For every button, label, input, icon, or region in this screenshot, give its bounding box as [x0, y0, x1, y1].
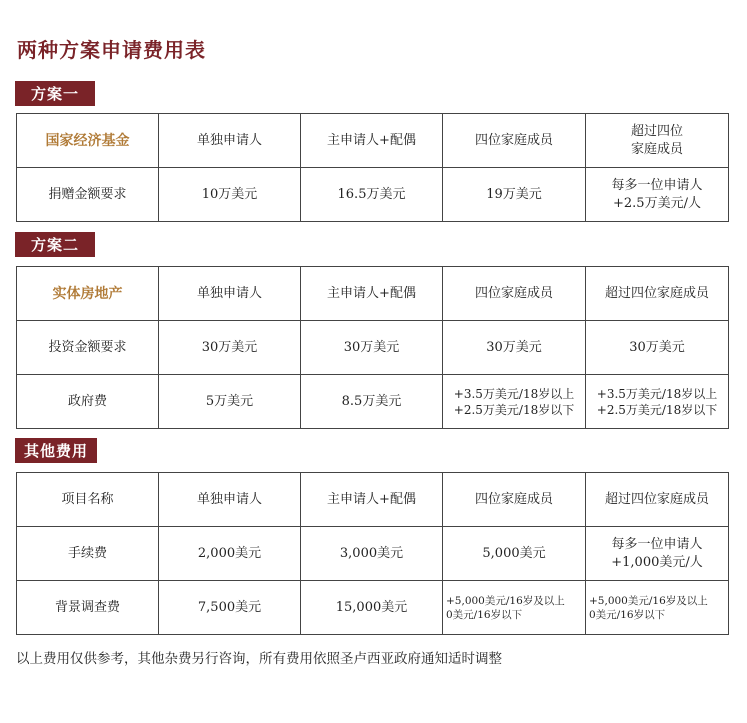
cell-line: 每多一位申请人	[611, 536, 703, 552]
table-cell: 30万美元	[159, 321, 301, 375]
page-title: 两种方案申请费用表	[17, 38, 206, 62]
cell-line: +5,000美元/16岁及以上	[446, 594, 565, 607]
section-label-other: 其他费用	[15, 438, 97, 463]
table-row	[17, 473, 729, 527]
table-cell: 政府费	[17, 375, 159, 429]
table-cell: 四位家庭成员	[443, 473, 586, 527]
table-cell: 15,000美元	[301, 581, 443, 635]
table-cell: 30万美元	[443, 321, 586, 375]
table-row	[17, 581, 729, 635]
plan2-table	[16, 266, 729, 429]
table-cell: 5,000美元	[443, 527, 586, 581]
table-cell: 单独申请人	[159, 114, 301, 168]
cell-line: 0美元/16岁以下	[446, 608, 523, 621]
footnote: 以上费用仅供参考，其他杂费另行咨询，所有费用依照圣卢西亚政府通知适时调整	[16, 651, 502, 667]
table-cell	[586, 114, 729, 168]
table-cell: 主申请人+配偶	[301, 473, 443, 527]
table-cell: 8.5万美元	[301, 375, 443, 429]
table-row	[17, 168, 729, 222]
table-cell	[443, 375, 586, 429]
table-cell	[586, 375, 729, 429]
table-cell: 捐赠金额要求	[17, 168, 159, 222]
cell-line: +2.5万美元/18岁以下	[596, 402, 718, 417]
table-cell	[586, 581, 729, 635]
cell-line: 超过四位	[630, 123, 683, 139]
table-cell: 手续费	[17, 527, 159, 581]
table-cell: 四位家庭成员	[443, 114, 586, 168]
table-cell: 30万美元	[301, 321, 443, 375]
table-cell: 5万美元	[159, 375, 301, 429]
table-cell: 实体房地产	[17, 267, 159, 321]
cell-line: +3.5万美元/18岁以上	[596, 386, 718, 401]
cell-line: +2.5万美元/人	[613, 195, 701, 211]
table-cell: 主申请人+配偶	[301, 114, 443, 168]
table-cell: 2,000美元	[159, 527, 301, 581]
table-row	[17, 375, 729, 429]
other-fees-table	[16, 472, 729, 635]
table-cell: 10万美元	[159, 168, 301, 222]
cell-line: +5,000美元/16岁及以上	[589, 594, 708, 607]
table-cell	[586, 527, 729, 581]
plan1-table	[16, 113, 729, 222]
cell-line: 每多一位申请人	[611, 177, 703, 193]
table-cell: 16.5万美元	[301, 168, 443, 222]
table-cell: 四位家庭成员	[443, 267, 586, 321]
table-cell: 30万美元	[586, 321, 729, 375]
cell-line: +2.5万美元/18岁以下	[453, 402, 575, 417]
table-cell: 背景调查费	[17, 581, 159, 635]
section-label-plan1: 方案一	[15, 81, 95, 106]
table-cell: 超过四位家庭成员	[586, 473, 729, 527]
table-cell: 7,500美元	[159, 581, 301, 635]
table-cell	[586, 168, 729, 222]
table-cell	[443, 581, 586, 635]
table-cell: 国家经济基金	[17, 114, 159, 168]
table-cell: 项目名称	[17, 473, 159, 527]
table-cell: 19万美元	[443, 168, 586, 222]
table-cell: 单独申请人	[159, 267, 301, 321]
cell-line: 家庭成员	[630, 141, 683, 157]
section-label-plan2: 方案二	[15, 232, 95, 257]
table-row	[17, 267, 729, 321]
cell-line: +3.5万美元/18岁以上	[453, 386, 575, 401]
table-cell: 超过四位家庭成员	[586, 267, 729, 321]
table-cell: 主申请人+配偶	[301, 267, 443, 321]
table-row	[17, 321, 729, 375]
cell-line: +1,000美元/人	[611, 554, 703, 570]
table-cell: 单独申请人	[159, 473, 301, 527]
table-cell: 投资金额要求	[17, 321, 159, 375]
table-row	[17, 527, 729, 581]
table-row	[17, 114, 729, 168]
table-cell: 3,000美元	[301, 527, 443, 581]
cell-line: 0美元/16岁以下	[589, 608, 666, 621]
